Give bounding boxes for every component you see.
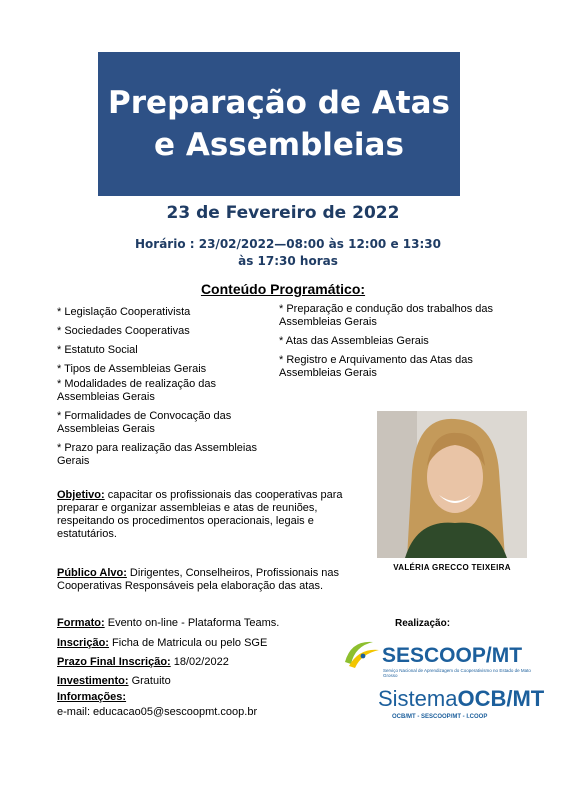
investimento-value: Gratuito xyxy=(128,675,171,687)
prazo-value: 18/02/2022 xyxy=(170,656,229,668)
ocb-logo-text xyxy=(378,686,544,712)
format-line xyxy=(57,617,279,629)
program-item: * Formalidades de Convocação das Assembleias Gerais xyxy=(57,410,232,435)
format-label: Formato: xyxy=(57,617,105,629)
program-list-right xyxy=(279,303,504,386)
program-item: * Estatuto Social xyxy=(57,344,138,356)
prazo-line xyxy=(57,656,229,668)
audience-text: Dirigentes, Conselheiros, Profissionais nas Cooperativas Responsáveis pela elaboração das atas. xyxy=(57,567,340,592)
contact-email[interactable]: e-mail: educacao05@sescoopmt.coop.br xyxy=(57,706,258,718)
investimento-line xyxy=(57,675,171,687)
ocb-logo-prefix: Sistema xyxy=(378,686,458,711)
realizacao-label: Realização: xyxy=(395,618,451,629)
title-banner xyxy=(98,52,460,196)
ocb-logo-bold: OCB/MT xyxy=(457,686,545,711)
audience-label: Público Alvo: xyxy=(57,567,127,579)
informacoes-label: Informações: xyxy=(57,691,127,703)
program-list-left xyxy=(57,306,267,474)
program-item: * Atas das Assembleias Gerais xyxy=(279,335,429,347)
event-schedule: Horário : 23/02/2022—08:00 às 12:00 e 13:30 às 17:30 horas xyxy=(135,237,441,268)
instructor-photo xyxy=(377,411,527,558)
investimento-label: Investimento: xyxy=(57,675,129,687)
sescoop-logo-text: SESCOOP/MT xyxy=(382,644,523,667)
objective-label: Objetivo: xyxy=(57,489,105,501)
instructor-name: VALÉRIA GRECCO TEIXEIRA xyxy=(393,563,511,572)
program-item: * Prazo para realização das Assembleias Gerais xyxy=(57,442,257,467)
inscricao-value: Ficha de Matricula ou pelo SGE xyxy=(108,637,268,649)
informacoes-line xyxy=(57,691,126,703)
event-date: 23 de Fevereiro de 2022 xyxy=(166,203,400,223)
sescoop-logo-icon xyxy=(343,636,381,670)
objective-text: capacitar os profissionais das cooperativas para preparar e organizar assembleias e atas de reuniões, respeitando os procedimentos operacionais, legais e estatutários. xyxy=(57,489,343,540)
program-item: * Preparação e condução dos trabalhos das Assembleias Gerais xyxy=(279,303,494,328)
title-line-1: Preparação de Atas xyxy=(108,85,450,121)
sescoop-logo-subtitle: Serviço Nacional de Aprendizagem do Cooperativismo no Estado de Mato Grosso xyxy=(383,668,531,678)
objective-paragraph xyxy=(57,489,357,541)
inscricao-line xyxy=(57,637,267,649)
program-item: * Legislação Cooperativista xyxy=(57,306,191,318)
program-item: * Modalidades de realização das Assembleias Gerais xyxy=(57,378,216,403)
program-heading: Conteúdo Programático: xyxy=(200,281,366,297)
program-item: * Registro e Arquivamento das Atas das Assembleias Gerais xyxy=(279,354,473,379)
program-item: * Sociedades Cooperativas xyxy=(57,325,190,337)
program-item: * Tipos de Assembleias Gerais xyxy=(57,363,207,375)
audience-paragraph xyxy=(57,567,357,593)
ocb-logo-subtitle: OCB/MT - SESCOOP/MT - I.COOP xyxy=(392,714,488,720)
format-value: Evento on-line - Plataforma Teams. xyxy=(104,617,280,629)
title-line-2: e Assembleias xyxy=(154,127,404,163)
inscricao-label: Inscrição: xyxy=(57,637,109,649)
prazo-label: Prazo Final Inscrição: xyxy=(57,656,171,668)
